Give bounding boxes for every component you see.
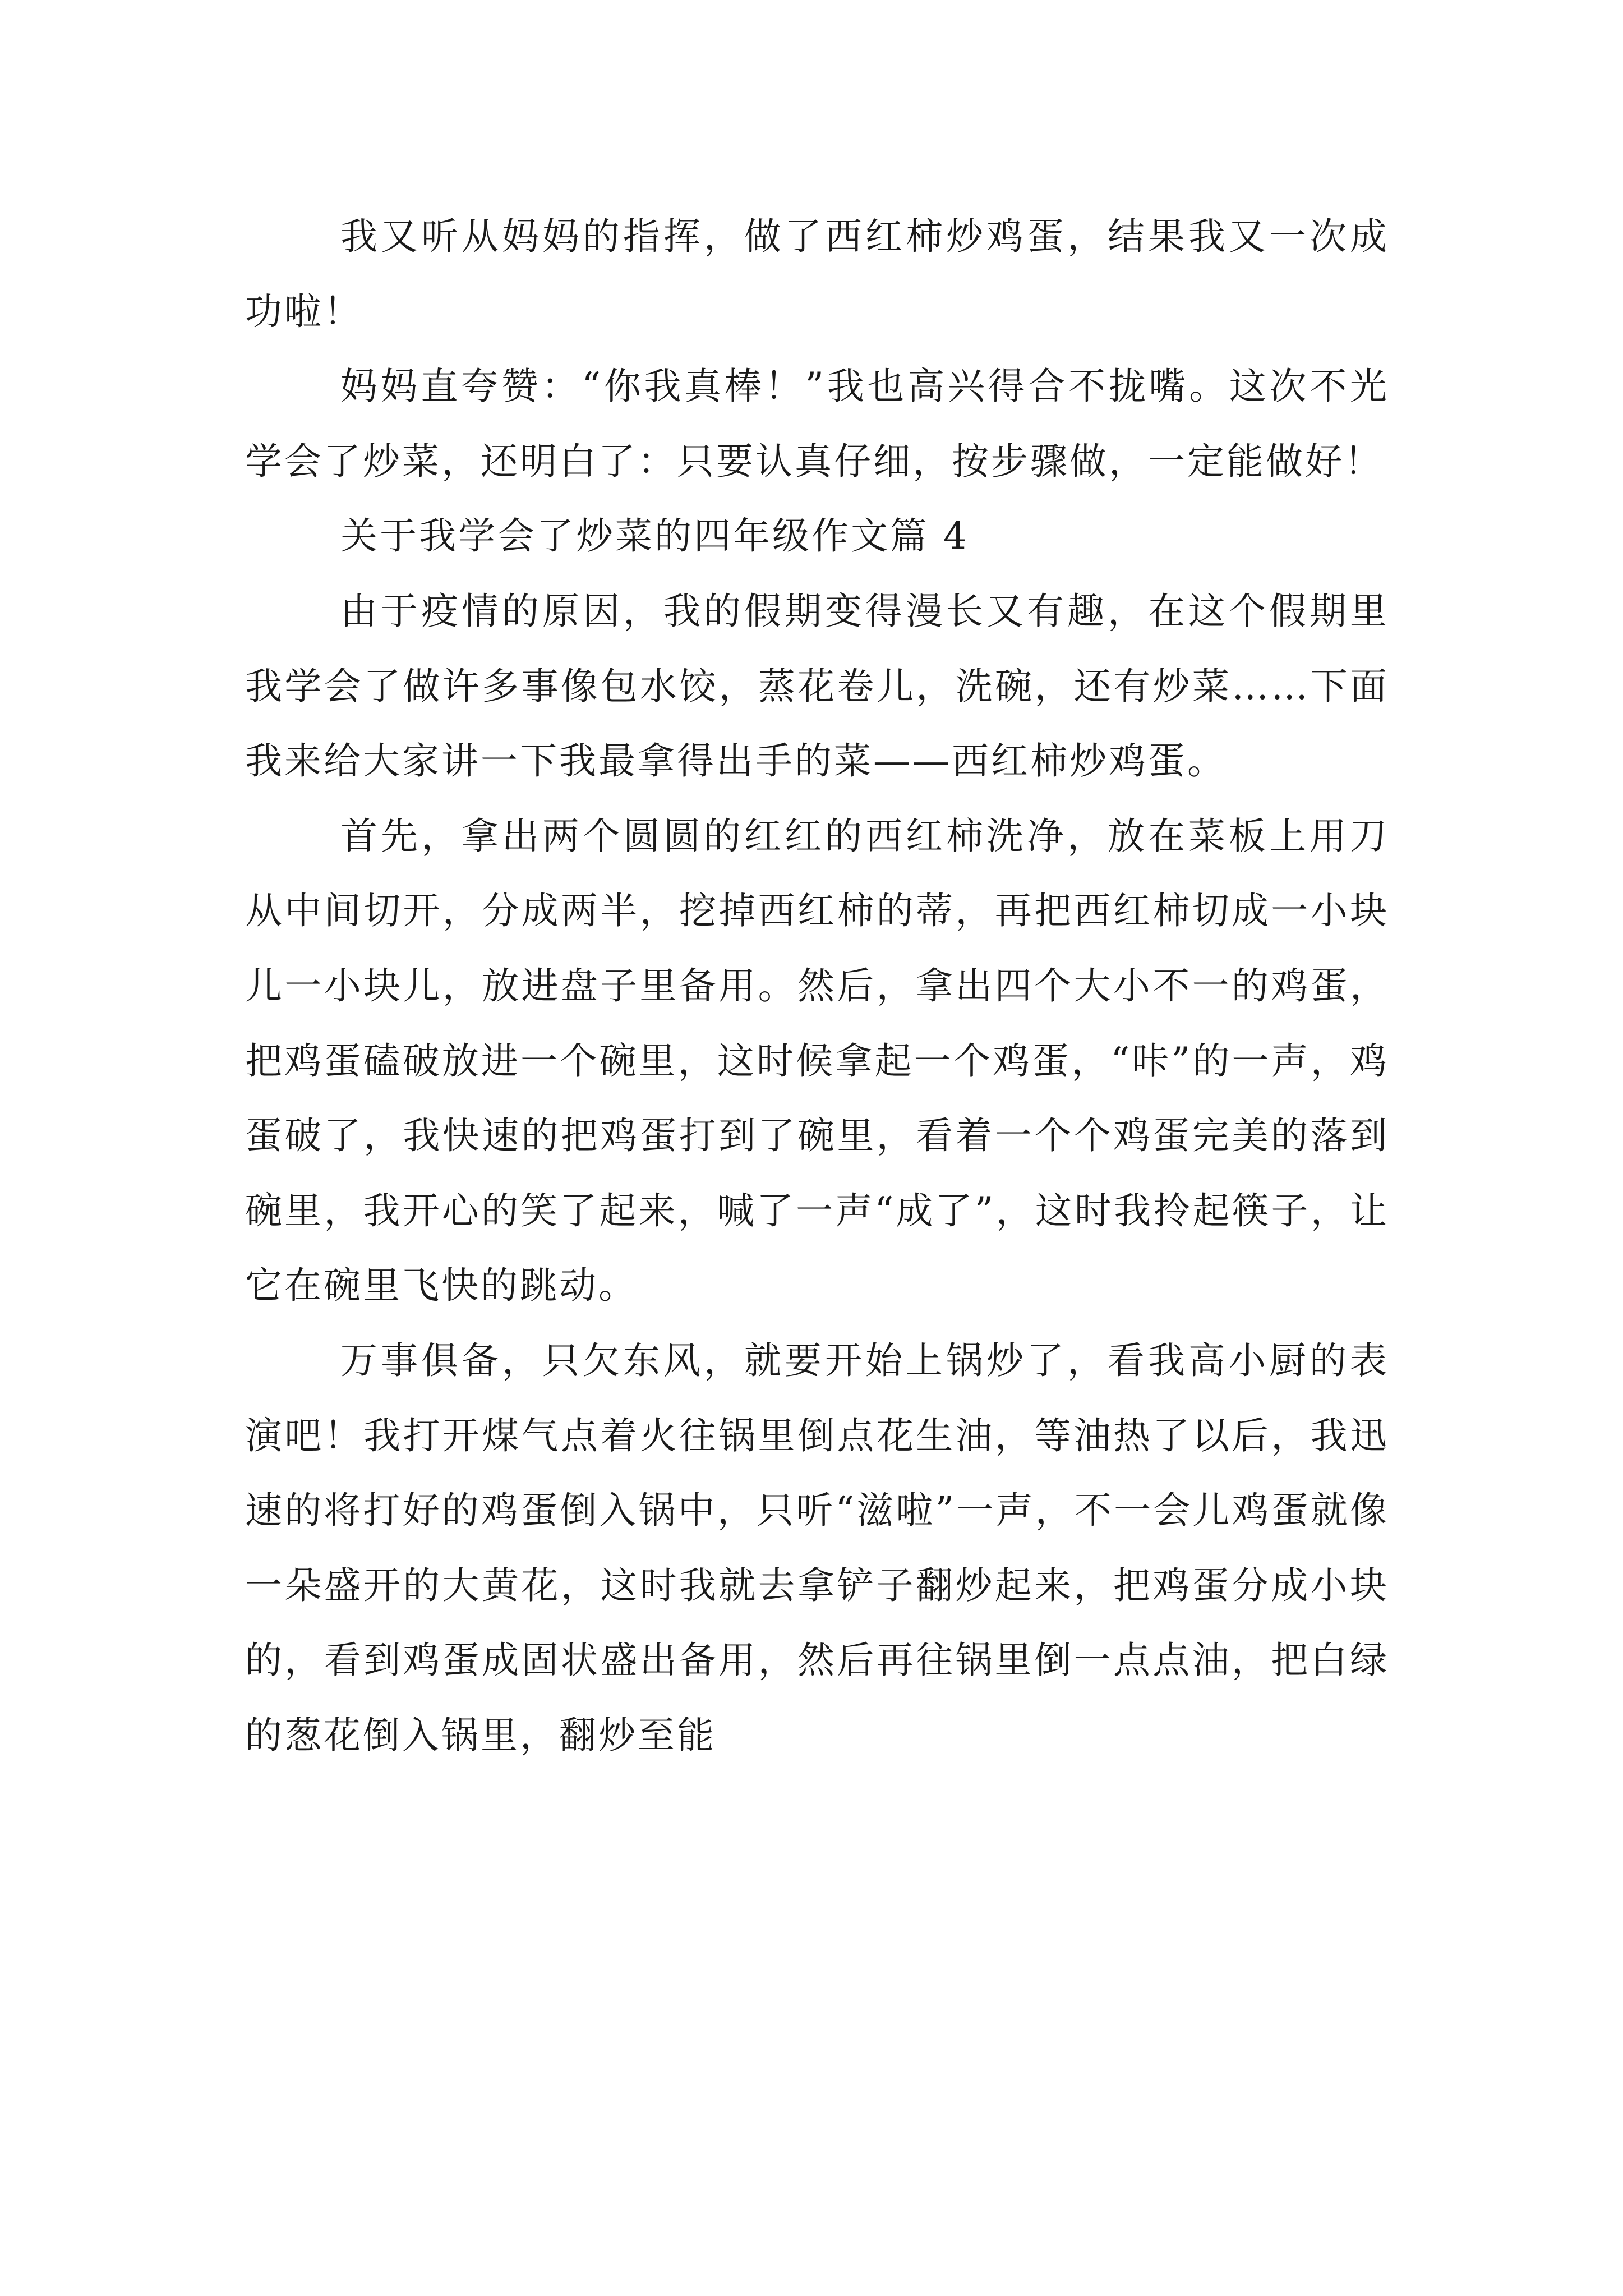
paragraph-holiday: 由于疫情的原因，我的假期变得漫长又有趣，在这个假期里我学会了做许多事像包水饺，蒸花卷儿，洗碗，还有炒菜……下面我来给大家讲一下我最拿得出手的菜——西红柿炒鸡蛋。 [245, 589, 1389, 783]
paragraph-success: 我又听从妈妈的指挥，做了西红柿炒鸡蛋，结果我又一次成功啦！ [245, 215, 1389, 333]
document-body [245, 199, 1389, 1773]
essay-heading: 关于我学会了炒菜的四年级作文篇 4 [340, 514, 969, 558]
paragraph-mom-praise: 妈妈直夸赞：“你我真棒！”我也高兴得合不拢嘴。这次不光学会了炒菜，还明白了：只要认真仔细，按步骤做，一定能做好！ [245, 365, 1389, 483]
paragraph-preparation: 首先，拿出两个圆圆的红红的西红柿洗净，放在菜板上用刀从中间切开，分成两半，挖掉西红柿的蒂，再把西红柿切成一小块儿一小块儿，放进盘子里备用。然后，拿出四个大小不一的鸡蛋，把鸡蛋磕破放进一个碗里，这时候拿起一个鸡蛋，“咔”的一声，鸡蛋破了，我快速的把鸡蛋打到了碗里，看着一个个鸡蛋完美的落到碗里，我开心的笑了起来，喊了一声“成了”，这时我拎起筷子，让它在碗里飞快的跳动。 [245, 814, 1389, 1308]
paragraph-cooking: 万事俱备，只欠东风，就要开始上锅炒了，看我高小厨的表演吧！我打开煤气点着火往锅里倒点花生油，等油热了以后，我迅速的将打好的鸡蛋倒入锅中，只听“滋啦”一声，不一会儿鸡蛋就像一朵盛开的大黄花，这时我就去拿铲子翻炒起来，把鸡蛋分成小块的，看到鸡蛋成固状盛出备用，然后再往锅里倒一点点油，把白绿的葱花倒入锅里，翻炒至能 [245, 1338, 1389, 1757]
